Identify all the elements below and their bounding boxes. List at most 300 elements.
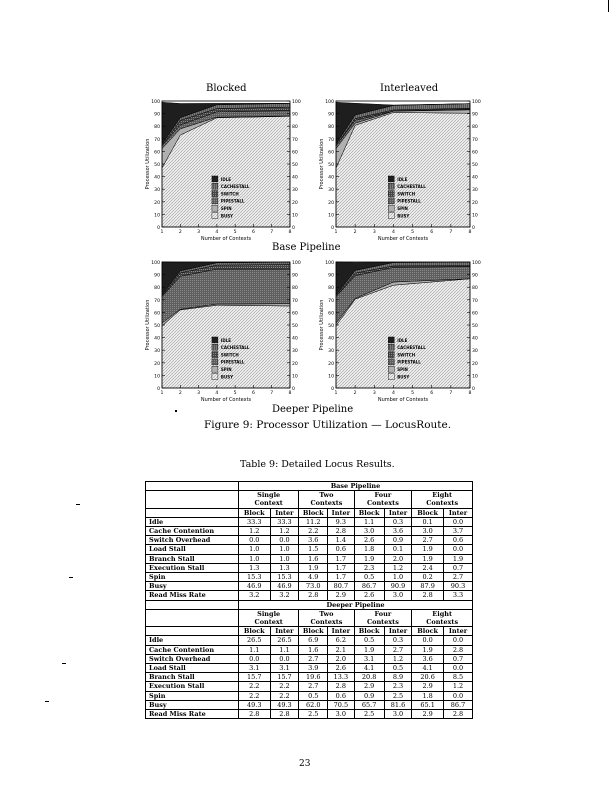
table-cell: 2.0 — [328, 654, 354, 663]
row-label: Switch Overhead — [146, 536, 239, 545]
table-cell: 8.9 — [384, 673, 412, 682]
legend-label-pipestall: PIPESTALL — [397, 198, 421, 204]
table-cell: 46.9 — [239, 582, 271, 591]
table-cell: 3.0 — [412, 527, 444, 536]
legend-label-idle: IDLE — [220, 337, 232, 343]
sub-header: Block — [412, 627, 444, 636]
y-tick-label-left: 30 — [328, 349, 334, 355]
table-cell: 2.8 — [328, 527, 354, 536]
legend-swatch-spin — [212, 366, 218, 372]
legend-swatch-switch — [212, 352, 218, 358]
table-cell: 3.7 — [444, 527, 473, 536]
legend-swatch-idle — [388, 337, 394, 343]
table-row — [146, 645, 473, 654]
group-header: Single Context — [239, 491, 299, 508]
x-tick-label: 8 — [288, 391, 292, 396]
y-tick-label-left: 70 — [328, 298, 334, 304]
table-cell: 46.9 — [270, 582, 299, 591]
y-tick-label-left: 80 — [154, 125, 160, 131]
table-cell: 1.8 — [354, 545, 384, 554]
table-cell: 0.0 — [239, 536, 271, 545]
table-cell: 2.2 — [270, 682, 299, 691]
table-cell: 3.6 — [299, 536, 328, 545]
table-cell: 13.3 — [328, 673, 354, 682]
legend-label-busy: BUSY — [397, 213, 410, 219]
x-tick-label: 4 — [391, 391, 395, 396]
y-tick-label-left: 70 — [154, 298, 160, 304]
group-header: Two Contexts — [299, 491, 354, 508]
table-cell: 1.9 — [299, 563, 328, 572]
y-tick-label-right: 60 — [472, 150, 478, 156]
y-tick-label-right: 0 — [472, 387, 475, 392]
group-header: Two Contexts — [299, 609, 354, 626]
table-cell: 49.3 — [270, 700, 299, 709]
table-cell: 3.3 — [444, 591, 473, 600]
row-title-base-pipeline: Base Pipeline — [272, 242, 341, 253]
sub-header: Inter — [328, 627, 354, 636]
table-cell: 86.7 — [444, 700, 473, 709]
y-tick-label-right: 60 — [472, 311, 478, 317]
table-cell: 65.1 — [412, 700, 444, 709]
section-title: Deeper Pipeline — [239, 600, 473, 609]
table-cell: 0.0 — [270, 536, 299, 545]
y-tick-label-right: 40 — [292, 336, 298, 342]
sub-header-row — [146, 627, 473, 636]
table-cell: 0.6 — [328, 545, 354, 554]
sub-header: Block — [299, 627, 328, 636]
y-tick-label-right: 40 — [292, 175, 298, 181]
group-header: Eight Contexts — [412, 491, 473, 508]
table-cell: 2.8 — [412, 591, 444, 600]
table-cell: 90.3 — [444, 582, 473, 591]
y-tick-label-left: 20 — [328, 361, 334, 367]
table-cell: 87.9 — [412, 582, 444, 591]
table-cell: 2.7 — [384, 645, 412, 654]
table-cell: 1.8 — [412, 691, 444, 700]
row-title-deeper-pipeline: Deeper Pipeline — [272, 404, 354, 415]
legend-label-pipestall: PIPESTALL — [220, 359, 245, 365]
x-tick-label: 7 — [270, 391, 274, 396]
y-tick-label-right: 30 — [472, 188, 478, 194]
table-cell: 20.6 — [412, 673, 444, 682]
table-cell: 2.2 — [270, 691, 299, 700]
x-tick-label: 5 — [233, 391, 237, 396]
table-cell: 0.0 — [444, 545, 473, 554]
sub-header: Inter — [270, 627, 299, 636]
margin-mark — [45, 701, 49, 702]
legend-swatch-switch — [388, 191, 394, 197]
table-cell: 2.7 — [412, 536, 444, 545]
table-cell: 9.3 — [328, 517, 354, 526]
table-cell: 6.2 — [328, 636, 354, 645]
sub-header: Block — [239, 508, 271, 517]
table-row — [146, 654, 473, 663]
table-cell: 3.9 — [299, 664, 328, 673]
y-tick-label-right: 0 — [292, 226, 295, 231]
table-cell: 3.6 — [412, 654, 444, 663]
table-cell: 1.1 — [270, 645, 299, 654]
table-cell: 1.0 — [384, 573, 412, 582]
table-cell: 1.2 — [444, 682, 473, 691]
x-tick-label: 3 — [372, 230, 376, 235]
table-cell: 2.8 — [270, 710, 299, 719]
y-tick-label-left: 100 — [325, 100, 334, 105]
y-tick-label-right: 50 — [292, 324, 298, 329]
x-tick-label: 4 — [215, 230, 219, 235]
page-number: 23 — [299, 759, 311, 769]
table-cell: 2.9 — [354, 682, 384, 691]
table-cell: 1.1 — [354, 517, 384, 526]
x-tick-label: 1 — [334, 230, 338, 235]
y-tick-label-left: 40 — [154, 175, 160, 181]
y-tick-label-left: 20 — [154, 361, 160, 367]
y-tick-label-left: 80 — [154, 286, 160, 292]
y-tick-label-right: 50 — [472, 324, 478, 329]
table-row — [146, 682, 473, 691]
table-row — [146, 517, 473, 526]
table-cell: 1.0 — [270, 545, 299, 554]
legend-swatch-switch — [388, 352, 394, 358]
empty-header-cell — [146, 508, 239, 517]
y-tick-label-right: 10 — [472, 213, 478, 219]
table-cell: 1.0 — [270, 554, 299, 563]
legend-swatch-pipestall — [388, 359, 394, 365]
margin-mark — [69, 577, 73, 578]
x-tick-label: 4 — [391, 230, 395, 235]
table-cell: 90.9 — [384, 582, 412, 591]
table-cell: 2.7 — [299, 682, 328, 691]
table-cell: 1.9 — [354, 554, 384, 563]
x-tick-label: 3 — [197, 230, 201, 235]
row-label: Cache Contention — [146, 645, 239, 654]
sub-header: Inter — [384, 627, 412, 636]
table-cell: 20.8 — [354, 673, 384, 682]
y-tick-label-right: 90 — [472, 273, 478, 279]
table-cell: 2.5 — [299, 710, 328, 719]
x-axis-label: Number of Contexts — [377, 236, 429, 242]
y-tick-label-right: 0 — [292, 387, 295, 392]
y-tick-label-right: 70 — [472, 137, 478, 143]
legend-swatch-busy — [388, 212, 394, 218]
margin-mark — [175, 410, 177, 412]
x-axis-label: Number of Contexts — [200, 397, 252, 403]
x-tick-label: 5 — [411, 391, 415, 396]
table-cell: 11.2 — [299, 517, 328, 526]
row-label: Read Miss Rate — [146, 591, 239, 600]
x-tick-label: 6 — [251, 391, 255, 396]
table-row — [146, 554, 473, 563]
table-cell: 49.3 — [239, 700, 271, 709]
legend-label-idle: IDLE — [220, 176, 232, 182]
table-cell: 62.0 — [299, 700, 328, 709]
legend-label-busy: BUSY — [220, 374, 233, 380]
table-cell: 2.7 — [444, 573, 473, 582]
table-cell: 1.2 — [384, 654, 412, 663]
legend-label-switch: SWITCH — [397, 191, 416, 197]
table-cell: 0.0 — [412, 636, 444, 645]
y-tick-label-right: 70 — [472, 298, 478, 304]
section-header-row — [146, 600, 473, 609]
y-tick-label-left: 60 — [328, 311, 334, 317]
group-header: Four Contexts — [354, 491, 412, 508]
empty-header-cell — [146, 600, 239, 609]
table-cell: 0.5 — [354, 636, 384, 645]
margin-mark — [608, 0, 609, 12]
y-tick-label-left: 30 — [328, 188, 334, 194]
table-cell: 2.8 — [239, 710, 271, 719]
legend-label-pipestall: PIPESTALL — [397, 359, 421, 365]
y-tick-label-left: 10 — [328, 213, 334, 219]
y-tick-label-right: 80 — [292, 286, 298, 292]
y-tick-label-left: 50 — [328, 163, 334, 168]
y-tick-label-right: 80 — [292, 125, 298, 131]
table-cell: 33.3 — [270, 517, 299, 526]
legend-label-spin: SPIN — [220, 205, 232, 211]
table-cell: 2.9 — [412, 710, 444, 719]
row-label: Branch Stall — [146, 554, 239, 563]
y-tick-label-left: 60 — [154, 311, 160, 317]
y-axis-label: Processor Utilization — [319, 138, 325, 190]
y-tick-label-left: 30 — [154, 188, 160, 194]
table-cell: 2.9 — [412, 682, 444, 691]
x-tick-label: 6 — [251, 230, 255, 235]
y-axis-label: Processor Utilization — [319, 299, 325, 351]
table-cell: 1.4 — [328, 536, 354, 545]
x-tick-label: 1 — [160, 391, 164, 396]
y-tick-label-right: 10 — [292, 213, 298, 219]
group-header-row — [146, 609, 473, 626]
legend-label-spin: SPIN — [220, 366, 232, 372]
x-tick-label: 6 — [430, 230, 434, 235]
table-row — [146, 710, 473, 719]
x-tick-label: 2 — [178, 230, 182, 235]
column-title-blocked: Blocked — [206, 83, 247, 94]
sub-header: Inter — [328, 508, 354, 517]
table-cell: 0.3 — [384, 517, 412, 526]
y-tick-label-right: 90 — [472, 112, 478, 118]
legend-label-cachestall: CACHESTALL — [220, 184, 250, 190]
x-tick-label: 6 — [430, 391, 434, 396]
legend-label-cachestall: CACHESTALL — [397, 184, 426, 190]
empty-header-cell — [146, 627, 239, 636]
chart-panel-2 — [336, 101, 470, 227]
table-cell: 73.0 — [299, 582, 328, 591]
locus-results-table — [145, 481, 473, 719]
table-cell: 6.9 — [299, 636, 328, 645]
sub-header: Inter — [270, 508, 299, 517]
margin-mark — [62, 663, 66, 664]
table-row — [146, 563, 473, 572]
table-row — [146, 700, 473, 709]
y-tick-label-right: 10 — [472, 374, 478, 380]
table-cell: 0.0 — [444, 517, 473, 526]
table-cell: 2.3 — [384, 682, 412, 691]
legend-label-spin: SPIN — [397, 205, 408, 211]
table-row — [146, 591, 473, 600]
y-tick-label-left: 50 — [154, 324, 160, 329]
table-cell: 15.7 — [270, 673, 299, 682]
table-cell: 1.7 — [328, 563, 354, 572]
y-tick-label-left: 100 — [151, 100, 160, 105]
figure-caption: Figure 9: Processor Utilization — LocusRoute. — [204, 419, 452, 431]
y-tick-label-right: 30 — [292, 188, 298, 194]
legend-label-spin: SPIN — [397, 366, 408, 372]
y-tick-label-right: 80 — [472, 286, 478, 292]
table-cell: 1.6 — [299, 645, 328, 654]
table-cell: 33.3 — [239, 517, 271, 526]
legend-label-switch: SWITCH — [220, 191, 239, 197]
y-tick-label-right: 100 — [292, 261, 301, 266]
chart-panel-4 — [336, 262, 470, 388]
y-tick-label-right: 30 — [472, 349, 478, 355]
table-cell: 2.5 — [384, 691, 412, 700]
table-cell: 65.7 — [354, 700, 384, 709]
legend-swatch-spin — [212, 205, 218, 211]
legend-label-switch: SWITCH — [397, 352, 416, 358]
x-tick-label: 7 — [270, 230, 274, 235]
column-title-interleaved: Interleaved — [380, 83, 439, 94]
table-cell: 1.9 — [412, 545, 444, 554]
table-cell: 1.9 — [412, 645, 444, 654]
y-tick-label-right: 0 — [472, 226, 475, 231]
group-header: Four Contexts — [354, 609, 412, 626]
table-row — [146, 545, 473, 554]
table-row — [146, 527, 473, 536]
y-tick-label-right: 10 — [292, 374, 298, 380]
legend-swatch-pipestall — [212, 198, 218, 204]
table-cell: 0.1 — [412, 517, 444, 526]
sub-header: Inter — [444, 627, 473, 636]
row-label: Execution Stall — [146, 682, 239, 691]
y-tick-label-left: 90 — [328, 112, 334, 118]
group-header-row — [146, 491, 473, 508]
table-cell: 15.3 — [239, 573, 271, 582]
table-cell: 4.1 — [412, 664, 444, 673]
y-tick-label-left: 20 — [154, 200, 160, 206]
legend-swatch-cachestall — [388, 183, 394, 189]
table-cell: 0.7 — [444, 563, 473, 572]
table-cell: 2.1 — [328, 645, 354, 654]
x-tick-label: 7 — [449, 230, 453, 235]
table-cell: 0.0 — [270, 654, 299, 663]
table-cell: 1.9 — [412, 554, 444, 563]
table-cell: 0.0 — [239, 654, 271, 663]
sub-header: Inter — [444, 508, 473, 517]
table-cell: 3.0 — [384, 591, 412, 600]
table-cell: 0.1 — [384, 545, 412, 554]
y-tick-label-right: 60 — [292, 150, 298, 156]
table-cell: 70.5 — [328, 700, 354, 709]
y-tick-label-left: 40 — [328, 336, 334, 342]
x-tick-label: 2 — [178, 391, 182, 396]
table-cell: 1.1 — [239, 645, 271, 654]
legend-swatch-busy — [212, 212, 218, 218]
row-label: Load Stall — [146, 545, 239, 554]
legend-label-switch: SWITCH — [220, 352, 239, 358]
y-tick-label-left: 100 — [151, 261, 160, 266]
table-cell: 2.8 — [299, 591, 328, 600]
table-cell: 0.7 — [444, 654, 473, 663]
table-cell: 1.9 — [354, 645, 384, 654]
row-label: Read Miss Rate — [146, 710, 239, 719]
y-axis-label: Processor Utilization — [145, 299, 151, 351]
row-label: Idle — [146, 636, 239, 645]
table-cell: 15.7 — [239, 673, 271, 682]
y-tick-label-right: 20 — [292, 361, 298, 367]
y-tick-label-left: 10 — [154, 374, 160, 380]
x-tick-label: 8 — [468, 230, 472, 235]
table-cell: 0.0 — [444, 636, 473, 645]
y-tick-label-right: 20 — [472, 200, 478, 206]
table-cell: 0.5 — [384, 664, 412, 673]
table-cell: 3.2 — [270, 591, 299, 600]
x-tick-label: 8 — [468, 391, 472, 396]
table-cell: 26.5 — [239, 636, 271, 645]
y-tick-label-right: 100 — [472, 261, 481, 266]
y-tick-label-left: 90 — [328, 273, 334, 279]
legend-swatch-pipestall — [388, 198, 394, 204]
row-label: Execution Stall — [146, 563, 239, 572]
row-label: Spin — [146, 691, 239, 700]
table-cell: 2.6 — [354, 591, 384, 600]
table-cell: 1.3 — [270, 563, 299, 572]
y-tick-label-right: 100 — [292, 100, 301, 105]
table-cell: 3.2 — [239, 591, 271, 600]
x-tick-label: 3 — [197, 391, 201, 396]
x-tick-label: 7 — [449, 391, 453, 396]
table-cell: 4.1 — [354, 664, 384, 673]
y-tick-label-left: 30 — [154, 349, 160, 355]
y-tick-label-right: 30 — [292, 349, 298, 355]
y-tick-label-right: 40 — [472, 175, 478, 181]
x-tick-label: 2 — [353, 391, 357, 396]
table-cell: 80.7 — [328, 582, 354, 591]
y-tick-label-left: 10 — [328, 374, 334, 380]
x-axis-label: Number of Contexts — [200, 236, 252, 242]
section-header-row — [146, 482, 473, 491]
table-cell: 1.2 — [239, 527, 271, 536]
table-cell: 3.1 — [270, 664, 299, 673]
x-axis-label: Number of Contexts — [377, 397, 429, 403]
legend-swatch-idle — [212, 176, 218, 182]
sub-header-row — [146, 508, 473, 517]
y-tick-label-left: 100 — [325, 261, 334, 266]
table-cell: 0.5 — [299, 691, 328, 700]
y-tick-label-left: 0 — [331, 387, 334, 392]
x-tick-label: 5 — [233, 230, 237, 235]
sub-header: Inter — [384, 508, 412, 517]
section-title: Base Pipeline — [239, 482, 473, 491]
table-cell: 2.3 — [354, 563, 384, 572]
row-label: Load Stall — [146, 664, 239, 673]
row-label: Branch Stall — [146, 673, 239, 682]
legend-label-idle: IDLE — [397, 337, 408, 343]
table-cell: 1.9 — [444, 554, 473, 563]
table-cell: 3.0 — [354, 527, 384, 536]
y-tick-label-right: 100 — [472, 100, 481, 105]
table-cell: 3.1 — [239, 664, 271, 673]
sub-header: Block — [354, 627, 384, 636]
table-cell: 2.4 — [412, 563, 444, 572]
table-cell: 0.9 — [354, 691, 384, 700]
table-cell: 1.0 — [239, 554, 271, 563]
chart-panel-1 — [162, 101, 290, 227]
table-cell: 0.6 — [328, 691, 354, 700]
y-tick-label-right: 50 — [292, 163, 298, 168]
legend-swatch-switch — [212, 191, 218, 197]
table-cell: 2.0 — [384, 554, 412, 563]
y-tick-label-left: 90 — [154, 112, 160, 118]
